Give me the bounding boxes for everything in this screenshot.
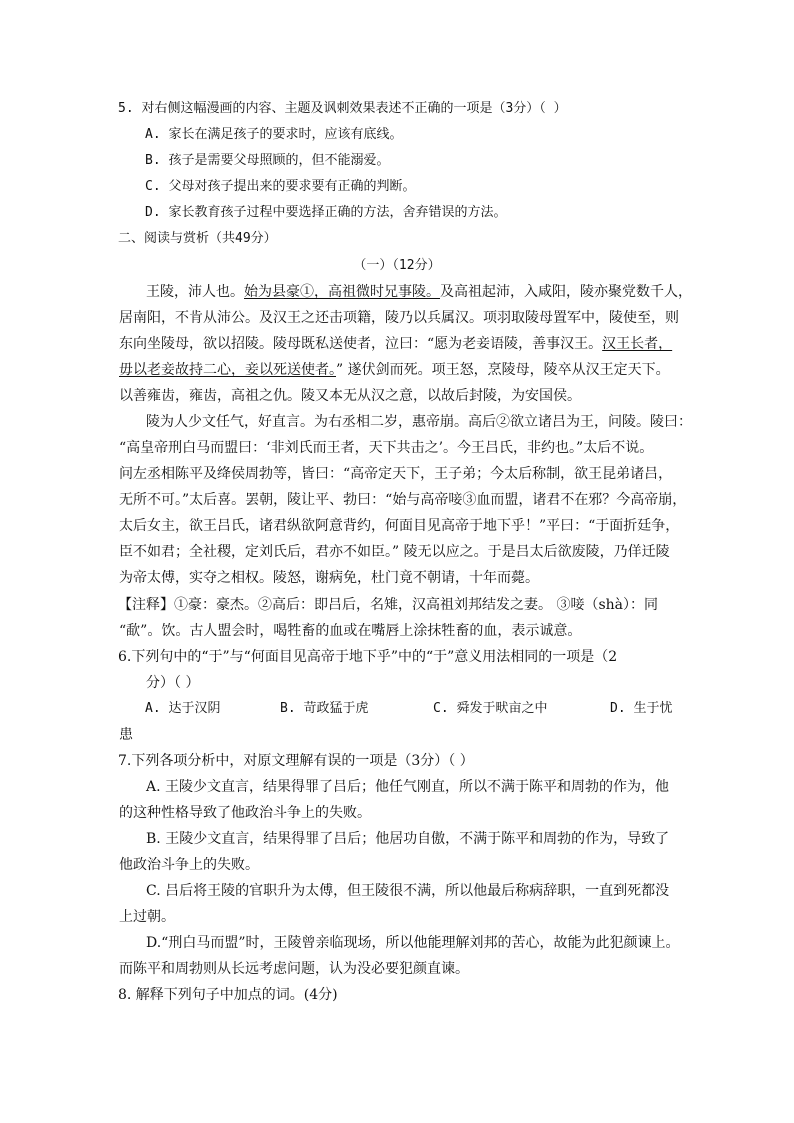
- passage-p2-line3: 问左丞相陈平及绛侯周勃等，皆曰：“高帝定天下，王子弟；今太后称制，欲王昆弟诸吕，: [119, 466, 673, 482]
- q7-option-c-line2: 上过朝。: [119, 909, 175, 925]
- q5-option-b: B. 孩子是需要父母照顾的，但不能溺爱。: [145, 153, 390, 168]
- q7-option-a-line1: A. 王陵少文直言，结果得罪了吕后；他任气刚直，所以不满于陈平和周勃的作为，他: [146, 779, 670, 795]
- section-subheading: （一）（12分）: [353, 258, 441, 273]
- q6-stem-line1: 6.下列句中的“于”与“何面目见高帝于地下乎”中的“于”意义用法相同的一项是（2: [118, 649, 618, 665]
- q6-option-d-continued: 患: [119, 727, 133, 743]
- passage-text: 及高祖起沛，入咸阳，陵亦聚党数千人，: [440, 284, 692, 300]
- q7-stem: 7.下列各项分析中，对原文理解有误的一项是（3分）（ ）: [118, 753, 474, 769]
- q7-option-a-line2: 的这种性格导致了他政治斗争上的失败。: [119, 805, 371, 821]
- passage-p2-line1: 陵为人少文任气，好直言。为右丞相二岁，惠帝崩。高后②欲立诸吕为王，问陵。陵曰：: [146, 414, 692, 430]
- q7-option-d-line1: D.“刑白马而盟”时，王陵曾亲临现场，所以他能理解刘邦的苦心，故能为此犯颜谏上。: [146, 935, 680, 951]
- passage-p1-line1: [146, 283, 692, 301]
- notes-line2: “歃”。饮。古人盟会时，喝牲畜的血或在嘴唇上涂抹牲畜的血，表示诚意。: [119, 623, 582, 639]
- q7-option-d-line2: 而陈平和周勃则从长远考虑问题，认为没必要犯颜直谏。: [119, 961, 469, 977]
- passage-p2-line4: 无所不可。”太后喜。罢朝，陵让平、勃曰：“始与高帝唼③血而盟，诸君不在邪？今高帝崩，: [119, 492, 687, 508]
- q6-option-a: A. 达于汉阴: [145, 701, 221, 716]
- q5-option-c: C. 父母对孩子提出来的要求要有正确的判断。: [145, 179, 416, 194]
- underlined-sentence: 汉王长者，: [602, 336, 673, 352]
- q6-stem-line2: 分）（ ）: [146, 675, 200, 691]
- q8-stem: 8. 解释下列句子中加点的词。(4分): [118, 987, 338, 1003]
- passage-p2-line6: 臣不如君；全社稷，定刘氏后，君亦不如臣。” 陵无以应之。于是吕太后欲废陵，乃佯迁陵: [119, 544, 670, 560]
- passage-p2-line2: “高皇帝刑白马而盟曰：‘非刘氏而王者，天下共击之’。今王吕氏，非约也。”太后不说。: [119, 440, 654, 456]
- passage-p1-line4: [119, 361, 670, 379]
- passage-text: ” 遂伏剑而死。项王怒，烹陵母，陵卒从汉王定天下。: [336, 362, 670, 378]
- underlined-sentence: 始为县豪①，高祖微时兄事陵。: [244, 284, 440, 300]
- underlined-sentence: 毋以老妾故持二心，妾以死送使者。: [119, 362, 336, 378]
- q7-option-c-line1: C. 吕后将王陵的官职升为太傅，但王陵很不满，所以他最后称病辞职，一直到死都没: [146, 883, 670, 899]
- passage-p1-line3: [119, 335, 672, 353]
- section-heading: 二、阅读与赏析（共49分）: [118, 231, 277, 246]
- passage-text: 东向坐陵母，欲以招陵。陵母既私送使者，泣曰：“愿为老妾语陵，善事汉王。: [119, 336, 603, 352]
- q7-option-b-line2: 他政治斗争上的失败。: [119, 857, 259, 873]
- q6-option-c: C. 舜发于畎亩之中: [433, 701, 548, 716]
- q6-option-d: D. 生于忧: [610, 701, 673, 716]
- passage-text: 王陵，沛人也。: [146, 284, 244, 300]
- passage-p2-line7: 为帝太傅，实夺之相权。陵怒，谢病免，杜门竟不朝请，十年而薨。: [119, 570, 539, 586]
- notes-line1: 【注释】①豪：豪杰。②高后：即吕后，名雉，汉高祖刘邦结发之妻。 ③唼（shà）：同: [118, 597, 658, 613]
- q5-option-d: D. 家长教育孩子过程中要选择正确的方法，舍弃错误的方法。: [145, 205, 507, 220]
- q6-option-b: B. 苛政猛于虎: [280, 701, 369, 716]
- q7-option-b-line1: B. 王陵少文直言，结果得罪了吕后；他居功自傲，不满于陈平和周勃的作为，导致了: [146, 831, 670, 847]
- passage-p1-line5: 以善雍齿，雍齿，高祖之仇。陵又本无从汉之意，以故后封陵，为安国侯。: [119, 388, 581, 404]
- passage-p2-line5: 太后女主，欲王吕氏，诸君纵欲阿意背约，何面目见高帝于地下乎！”平曰：“于面折廷争，: [119, 518, 680, 534]
- q5-stem: 5. 对右侧这幅漫画的内容、主题及讽刺效果表述不正确的一项是（3分）（ ）: [118, 101, 567, 116]
- passage-p1-line2: 居南阳，不肯从沛公。及汉王之还击项籍，陵乃以兵属汉。项羽取陵母置军中，陵使至，则: [119, 310, 679, 326]
- q5-option-a: A. 家长在满足孩子的要求时，应该有底线。: [145, 127, 403, 142]
